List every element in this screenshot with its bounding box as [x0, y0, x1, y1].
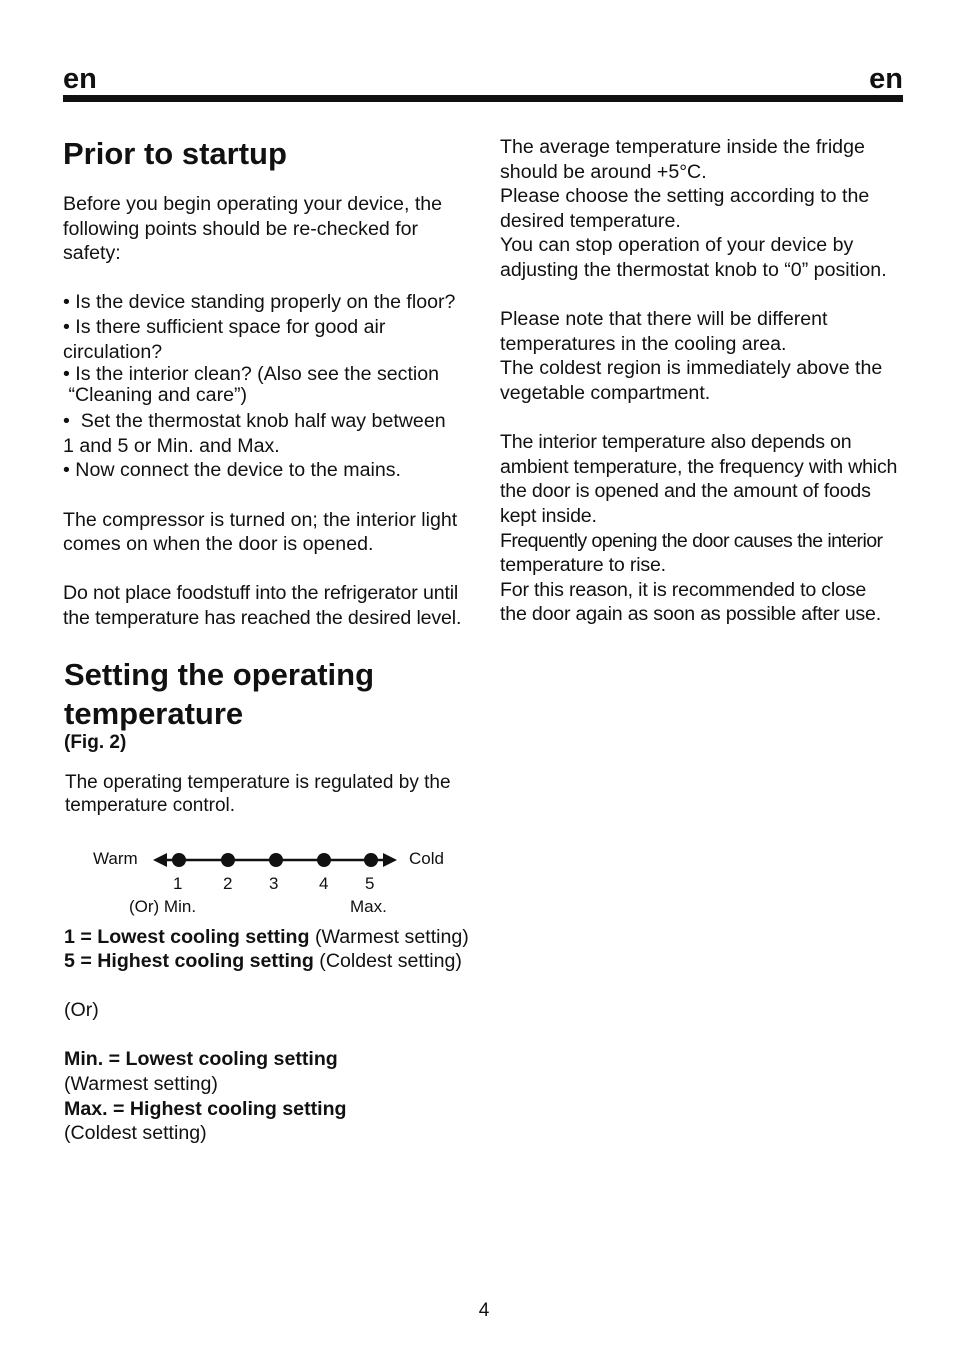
scale-dot-4	[317, 853, 331, 867]
legend-bold: 1 = Lowest cooling setting	[64, 925, 310, 948]
legend-bold: 5 = Highest cooling setting	[64, 950, 314, 973]
paragraph-line: desired temperature.	[500, 209, 681, 232]
paragraph-line: ambient temperature, the frequency with which	[500, 455, 898, 478]
setting-heading-line: Setting the operating	[64, 656, 374, 692]
prior-intro-line: following points should be re-checked for	[63, 217, 419, 240]
average-temperature-paragraph	[500, 135, 920, 283]
max-label: Max.	[350, 896, 387, 916]
min-label: (Or) Min.	[129, 896, 197, 916]
paragraph-line: Please note that there will be different	[500, 308, 828, 331]
cold-label: Cold	[409, 848, 444, 868]
checklist-line: • Is the interior clean? (Also see the section	[63, 363, 440, 386]
legend-max-bold: Max. = Highest cooling setting	[64, 1097, 347, 1120]
paragraph-line: temperatures in the cooling area.	[500, 332, 787, 355]
checklist-line: • Now connect the device to the mains.	[63, 459, 401, 482]
setting-intro	[65, 771, 483, 817]
scale-dot-5	[364, 853, 378, 867]
prior-to-startup-heading: Prior to startup	[63, 136, 287, 171]
paragraph-line: The interior temperature also depends on	[500, 431, 852, 454]
thermostat-scale-diagram	[63, 839, 483, 919]
foodstuff-line: Do not place foodstuff into the refrigerator until	[63, 582, 459, 605]
prior-intro-line: Before you begin operating your device, the	[63, 193, 443, 215]
checklist-line: “Cleaning and care”)	[63, 384, 248, 407]
language-label-left: en	[63, 63, 97, 95]
scale-number: 3	[269, 873, 279, 893]
prior-intro-line: safety:	[63, 242, 121, 265]
paragraph-line: The average temperature inside the fridge	[500, 136, 865, 158]
legend-or: (Or)	[64, 999, 99, 1022]
paragraph-line: Please choose the setting according to the	[500, 185, 870, 208]
setting-intro-line: The operating temperature is regulated by the	[65, 771, 451, 793]
compressor-line: comes on when the door is opened.	[63, 533, 374, 556]
foodstuff-paragraph	[63, 581, 483, 630]
scale-number: 2	[223, 873, 233, 893]
checklist-line: • Is there sufficient space for good air	[63, 315, 386, 338]
paragraph-line: vegetable compartment.	[500, 381, 711, 404]
scale-number: 4	[319, 873, 329, 893]
figure-reference: (Fig. 2)	[64, 731, 127, 753]
interior-temperature-paragraph	[500, 430, 920, 627]
legend-max-normal: (Coldest setting)	[64, 1122, 207, 1145]
legend-normal: (Warmest setting)	[309, 925, 469, 948]
compressor-paragraph	[63, 508, 483, 557]
foodstuff-line: the temperature has reached the desired level.	[63, 606, 462, 629]
setting-heading-line: temperature	[64, 695, 244, 731]
legend-normal: (Coldest setting)	[313, 950, 462, 973]
paragraph-line: You can stop operation of your device by	[500, 234, 854, 257]
paragraph-line: kept inside.	[500, 504, 597, 527]
setting-temperature-heading	[64, 655, 483, 733]
paragraph-line: should be around +5°C.	[500, 160, 707, 183]
header-rule	[63, 95, 903, 102]
left-column	[63, 134, 483, 1146]
setting-intro-line: temperature control.	[65, 794, 236, 816]
warm-label: Warm	[93, 848, 138, 868]
checklist-line: circulation?	[63, 340, 163, 363]
language-label-right: en	[869, 63, 903, 95]
scale-number: 5	[365, 873, 375, 893]
scale-dot-3	[269, 853, 283, 867]
paragraph-line: The coldest region is immediately above the	[500, 357, 883, 380]
paragraph-line: For this reason, it is recommended to close	[500, 578, 867, 601]
compressor-line: The compressor is turned on; the interior light	[63, 508, 458, 531]
cooling-area-paragraph	[500, 307, 920, 405]
right-column	[500, 135, 920, 627]
checklist-line: • Set the thermostat knob half way between	[63, 410, 446, 433]
scale-arrow-left	[153, 853, 167, 867]
page-number: 4	[478, 1300, 490, 1321]
checklist-line: 1 and 5 or Min. and Max.	[63, 434, 280, 457]
paragraph-line: the door again as soon as possible after use.	[500, 603, 881, 626]
paragraph-line: temperature to rise.	[500, 554, 666, 577]
scale-number: 1	[173, 873, 183, 893]
legend-line-5	[64, 949, 483, 974]
paragraph-line: Frequently opening the door causes the interior	[500, 529, 883, 552]
checklist-line: • Is the device standing properly on the floor?	[63, 291, 456, 314]
legend-min-normal: (Warmest setting)	[64, 1073, 218, 1096]
paragraph-line: adjusting the thermostat knob to “0” position.	[500, 258, 887, 281]
legend-line-1	[64, 925, 483, 950]
paragraph-line: the door is opened and the amount of foods	[500, 480, 871, 503]
legend-min-bold: Min. = Lowest cooling setting	[64, 1048, 338, 1071]
scale-dot-2	[221, 853, 235, 867]
scale-dot-1	[172, 853, 186, 867]
setting-legend	[64, 925, 483, 1146]
checklist	[63, 290, 483, 483]
prior-intro	[63, 192, 483, 266]
scale-arrow-right	[383, 853, 397, 867]
